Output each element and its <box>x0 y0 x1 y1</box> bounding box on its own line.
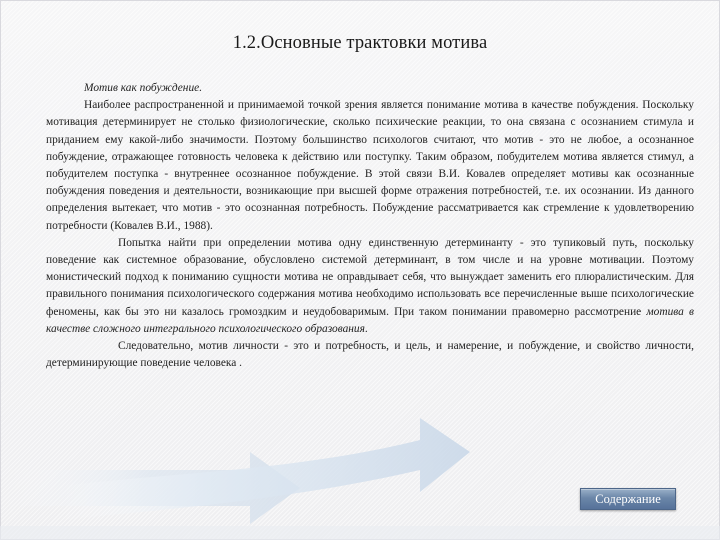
slide-content <box>46 80 694 372</box>
paragraph-conclusion: Следовательно, мотив личности - это и потребность, и цель, и намерение, и побуждение, и свойство личности, детерминирующие поведение человека . <box>46 340 694 370</box>
paragraph-pluralistic-end: . <box>364 322 368 335</box>
paragraph-pluralistic-approach <box>46 235 694 338</box>
section-subtitle: Мотив как побуждение. <box>84 82 203 94</box>
paragraph-motive-as-impulse: Наиболее распространенной и принимаемой точкой зрения является понимание мотива в качестве побуждения. Поскольку мотивация детерминирует не столько физиологические, сколько психические реакции, то она связана с осознанием стимула и приданием ему какой-либо значимости. Поэтому большинство психологов считают, что мотив - это не любое, а осознанное побуждение, отражающее готовность человека к действию или поступку. Таким образом, побудителем мотива является стимул, а побудителем поступка - внутреннее осознанное побуждение. В этой связи В.И. Ковалев определяет мотивы как осознанные побуждения поведения и деятельности, возникающие при высшей форме отражения потребностей, т.е. их осознании. Из данного определения вытекает, что мотив - это осознанная потребность. Побуждение рассматривается как стремление к удовлетворению потребности (Ковалев В.И., 1988). <box>46 99 694 232</box>
arrow-shadow-band <box>0 526 720 540</box>
slide-title: 1.2.Основные трактовки мотива <box>232 33 488 53</box>
paragraph-emphasis: мотива в качестве сложного интегрального психологического образования <box>46 305 694 335</box>
paragraph-pluralistic-text: Попытка найти при определении мотива одну единственную детерминанту - это тупиковый путь, поскольку поведение как системное образование, обусловлено системой детерминант, в том числе и на уровне мотивации. Поэтому монистический подход к пониманию сущности мотива не оправдывает себя, что вынуждает заменить его плюралистическим. Для правильного понимания психологического содержания мотива необходимо использовать все перечисленные выше психологические феномены, как бы это ни казалось громоздким и неудобоваримым. При таком понимании правомерно рассмотрение <box>46 236 694 318</box>
table-of-contents-button[interactable]: Содержание <box>580 488 676 510</box>
